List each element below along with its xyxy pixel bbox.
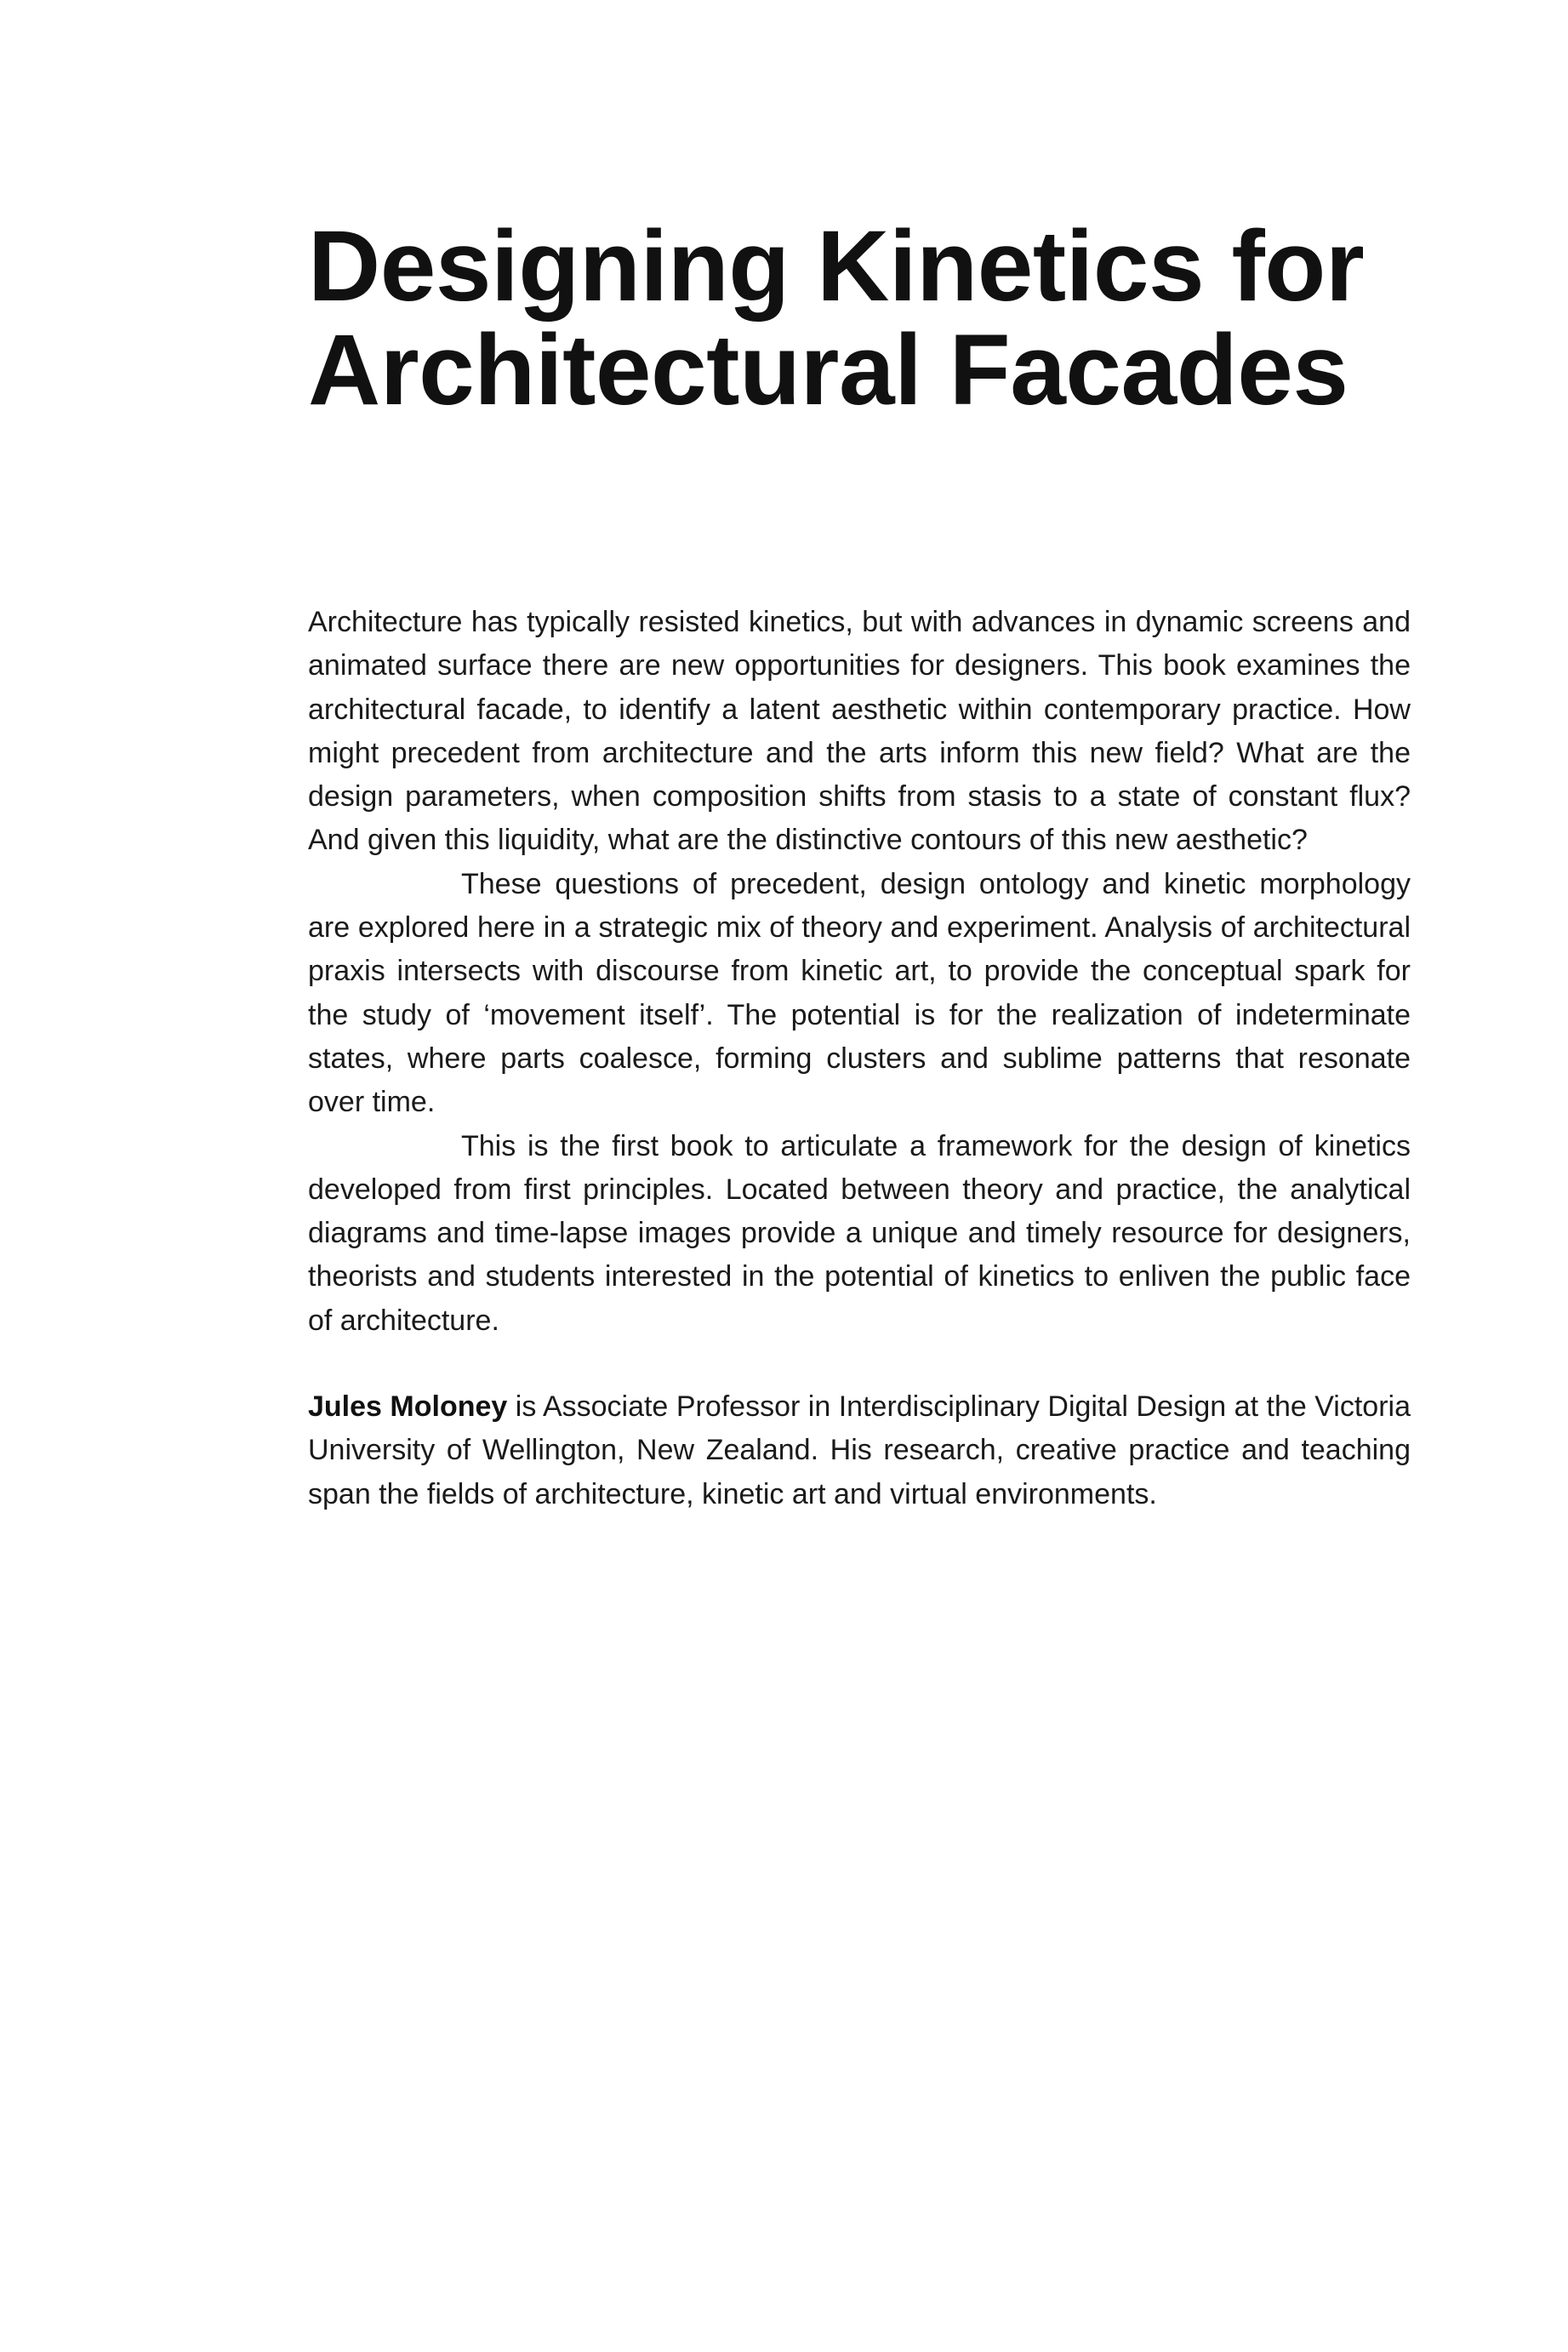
book-title-line-1: Designing Kinetics for	[308, 210, 1365, 323]
description-paragraph-2: These questions of precedent, design ontology and kinetic morphology are explored here in a strategic mix of theory and experiment. Analysis of architectural praxis intersects with discourse from kinetic art, to provide the conceptual spark for the study of ‘movement itself’. The potential is for the realization of indeterminate states, where parts coalesce, forming clusters and sublime patterns that resonate over time.	[308, 867, 1411, 1119]
author-bio-text: is Associate Professor in Interdisciplinary Digital Design at the Victoria University of Wellington, New Zealand. His research, creative practice and teaching span the fields of architecture, kinetic art and virtual environments.	[308, 1390, 1411, 1510]
description-paragraph-3: This is the first book to articulate a framework for the design of kinetics developed from first principles. Located between theory and practice, the analytical diagrams and time-lapse images provide a unique and timely resource for designers, theorists and students interested in the potential of kinetics to enliven the public face of architecture.	[308, 1129, 1411, 1337]
description-paragraph-1: Architecture has typically resisted kinetics, but with advances in dynamic screens and animated surface there are new opportunities for designers. This book examines the architectural facade, to identify a latent aesthetic within contemporary practice. How might precedent from architecture and the arts inform this new field? What are the design parameters, when composition shifts from stasis to a state of constant flux? And given this liquidity, what are the distinctive contours of this new aesthetic?	[308, 606, 1411, 857]
book-description	[308, 601, 1411, 1343]
author-bio	[308, 1385, 1411, 1516]
book-title	[308, 210, 1414, 426]
author-name: Jules Moloney	[308, 1390, 508, 1423]
book-title-line-2: Architectural Facades	[308, 314, 1348, 426]
